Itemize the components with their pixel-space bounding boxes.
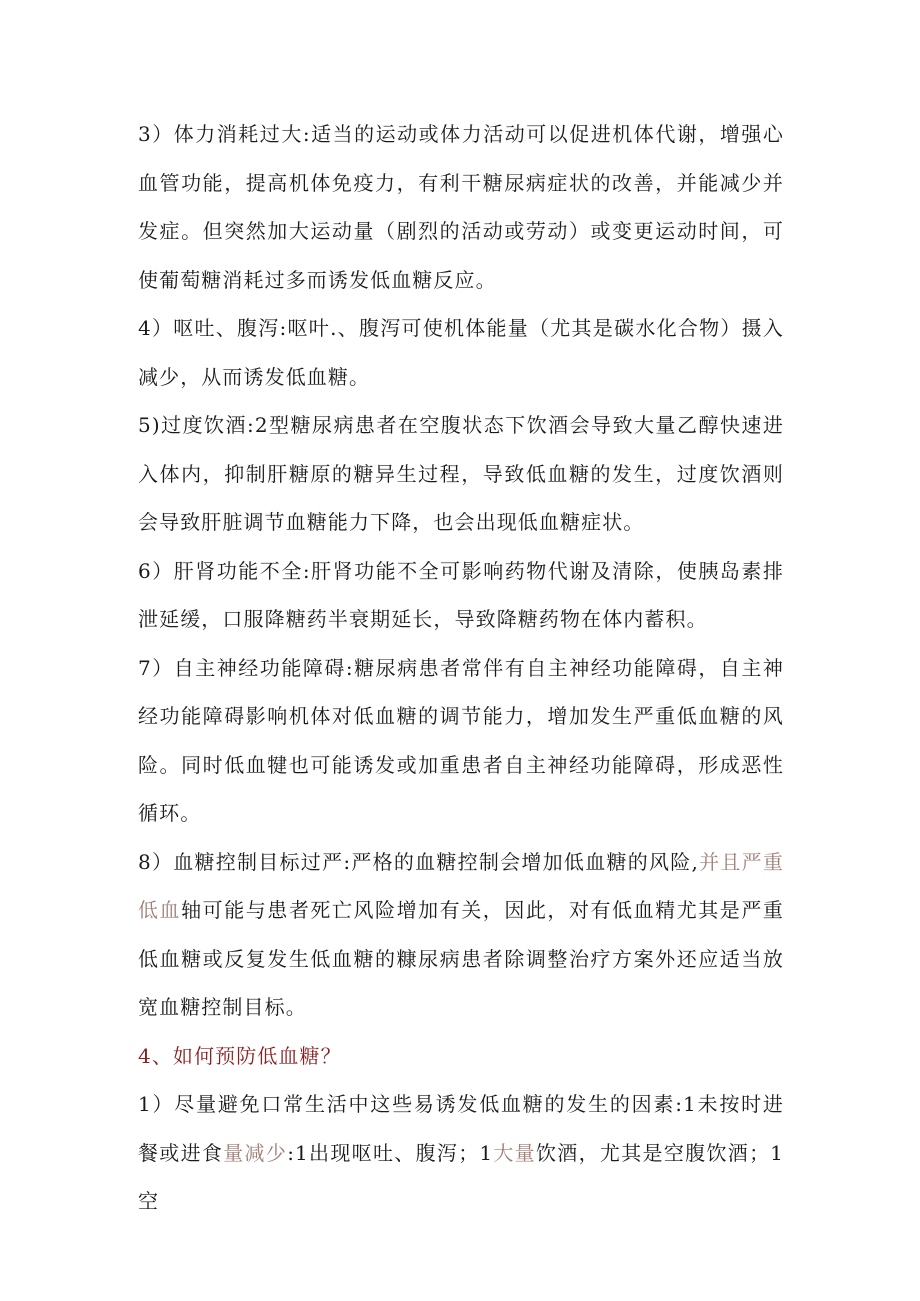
paragraph-text: 6）肝肾功能不全:肝肾功能不全可影响药物代谢及清除，使胰岛素排泄延缓，口服降糖药半衰期延长，导致降糖药物在体内蓄积。 [138,558,784,631]
paragraph-7 [138,644,784,838]
paragraph-5 [138,401,784,547]
section-heading: 4、如何预防低血糖？ [138,1043,342,1068]
paragraph-text: 轴可能与患者死亡风险增加有关，因此，对有低血精尤其是严重低血糖或反复发生低血糖的糠尿病患者除调整治疗方案外还应适当放宽血糖控制目标。 [138,898,784,1019]
paragraph-text: 3）体力消耗过大:适当的运动或体力活动可以促进机体代谢，增强心血管功能，提高机体免疫力，有利干糖尿病症状的改善，并能减少并发症。但突然加大运动量（剧烈的活动或劳动）或变更运动时间，可使葡萄糖消耗过多而诱发低血糖反应。 [138,122,784,292]
paragraph-text: 7）自主神经功能障碍:糖尿病患者常伴有自主神经功能障碍，自主神经功能障碍影响机体对低血糖的调节能力，增加发生严重低血糖的风险。同时低血犍也可能诱发或加重患者自主神经功能障碍，形成恶性循环。 [138,655,784,825]
paragraph-3 [138,110,784,304]
paragraph-4 [138,304,784,401]
paragraph-6 [138,547,784,644]
highlighted-text: 并且严重低血 [138,849,784,922]
paragraph-text: 4）呕吐、腹泻:呕叶.、腹泻可使机体能量（尤其是碳水化合物）摄入减少，从而诱发低血糖。 [138,316,784,389]
paragraph-text: 5)过度饮酒:2型糖尿病患者在空腹状态下饮酒会导致大量乙醇快速进入体内，抑制肝糖原的糖异生过程，导致低血糖的发生，过度饮酒则会导致肝脏调节血糖能力下降，也会出现低血糖症状。 [138,413,784,534]
paragraph-text: :1出现呕吐、腹泻；1 [287,1140,494,1165]
document-page [138,110,784,1226]
paragraph-text: 饮酒，尤其是空腹饮酒；1空 [138,1140,784,1213]
paragraph-8 [138,838,784,1032]
highlighted-text: 大量 [493,1140,536,1165]
highlighted-text: 量减少 [223,1140,288,1165]
paragraph-text: 8）血糖控制目标过严:严格的血糖控制会增加低血糖的风险, [138,849,699,874]
paragraph-text: 1）尽量避免口常生活中这些易诱发低血糖的发生的因素:1未按时进餐或进食 [138,1092,784,1165]
paragraph-prevention-1 [138,1080,784,1226]
